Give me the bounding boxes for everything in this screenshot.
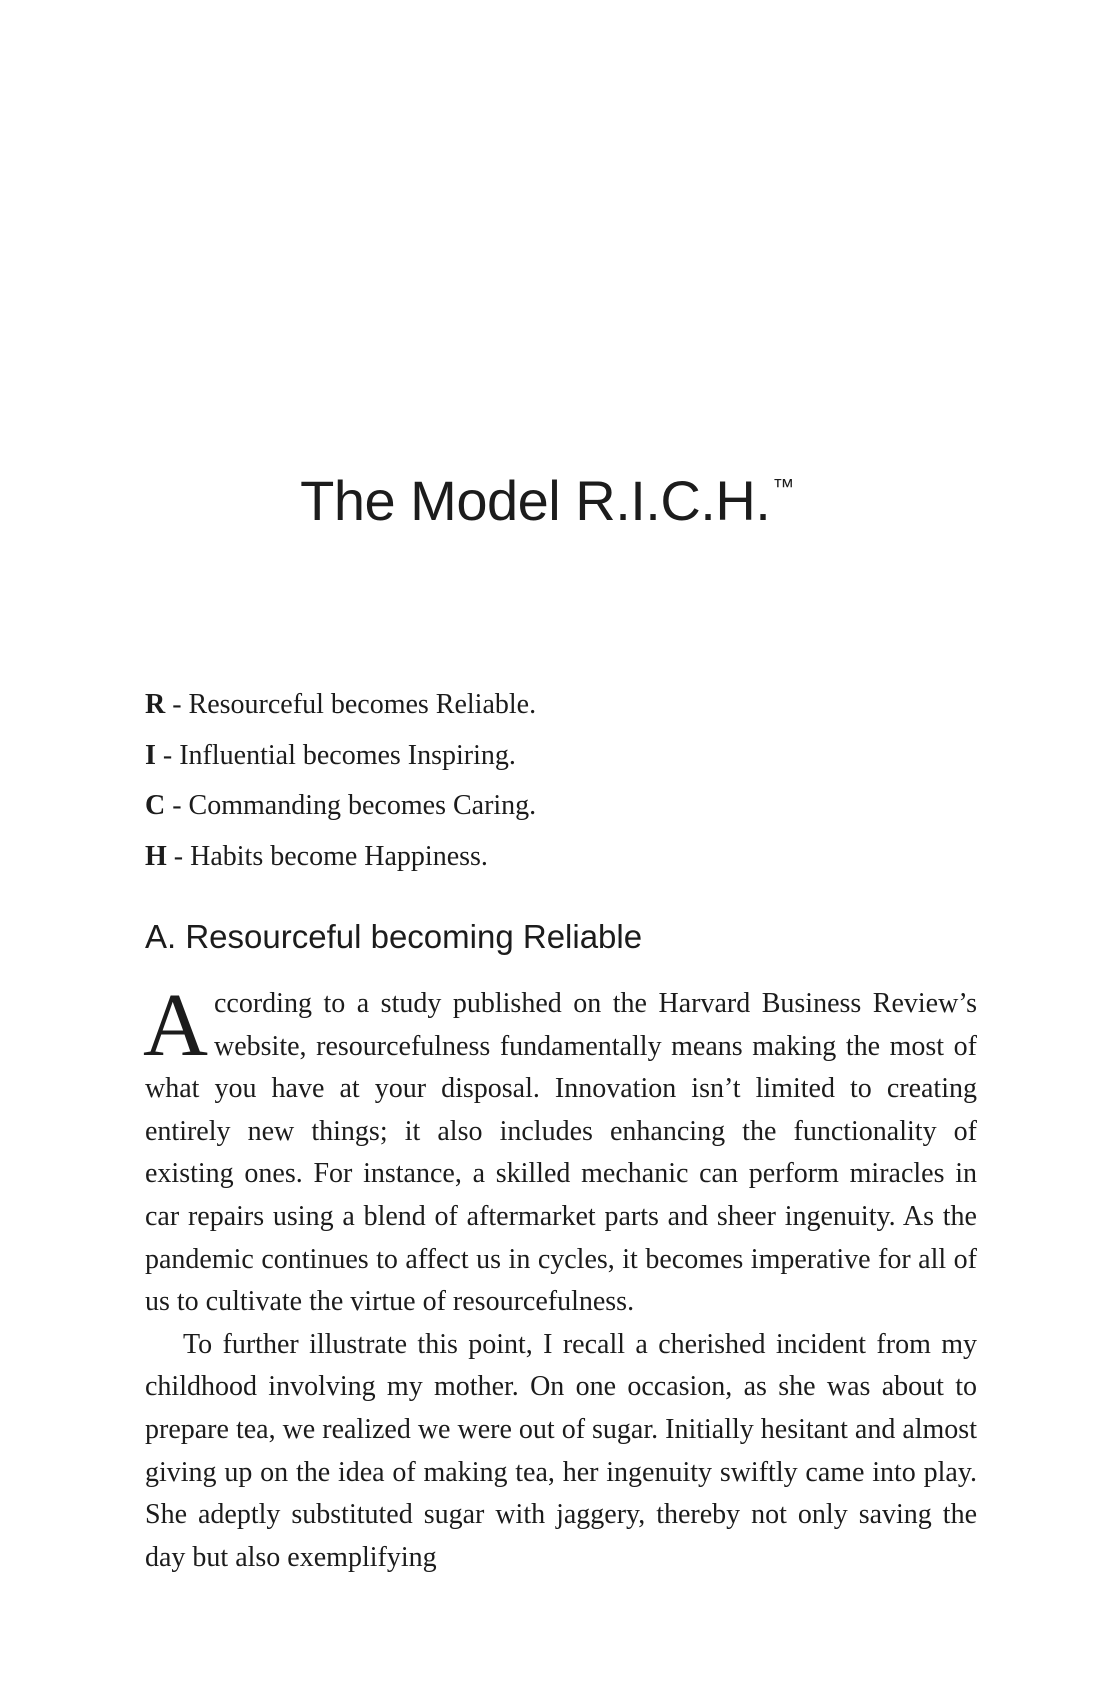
rich-item-text: - Resourceful becomes Reliable. (165, 689, 537, 720)
body-paragraph-1 (143, 976, 977, 1324)
rich-letter: I (145, 739, 156, 771)
rich-acronym-list (145, 684, 975, 886)
rich-item-r (145, 684, 975, 735)
rich-item-i (145, 735, 975, 786)
rich-item-text: - Habits become Happiness. (166, 840, 488, 872)
rich-item-c (145, 785, 975, 836)
section-heading: A. Resourceful becoming Reliable (145, 918, 643, 955)
rich-letter: R (145, 689, 166, 720)
rich-letter: C (145, 790, 166, 821)
chapter-title (0, 468, 1094, 533)
rich-item-h (145, 836, 975, 887)
rich-item-text: - Commanding becomes Caring. (165, 790, 537, 821)
chapter-title-text: The Model R.I.C.H. (300, 469, 771, 532)
rich-item-text: - Influential becomes Inspiring. (155, 739, 516, 771)
trademark-symbol: ™ (772, 474, 794, 499)
section-body (143, 976, 977, 1579)
rich-letter: H (145, 840, 167, 872)
paragraph-1-text: ccording to a study published on the Harvard Business Review’s website, resourcefulness fundamentally means making the most of what you have at your disposal. Innovation isn’t limited to creating entirely new things; it also includes enhancing the functionality of existing ones. For instance, a skilled mechanic can perform miracles in car repairs using a blend of aftermarket parts and sheer ingenuity. As the pandemic continues to affect us in cycles, it becomes imperative for all of us to cultivate the virtue of resourcefulness. (145, 988, 977, 1318)
drop-cap: A (143, 976, 208, 1075)
body-paragraph-2: To further illustrate this point, I recall a cherished incident from my childhood involving my mother. On one occasion, as she was about to prepare tea, we realized we were out of sugar. Initially hesitant and almost giving up on the idea of making tea, her ingenuity swiftly came into play. She adeptly substituted sugar with jaggery, thereby not only saving the day but also exemplifying (145, 1328, 977, 1573)
